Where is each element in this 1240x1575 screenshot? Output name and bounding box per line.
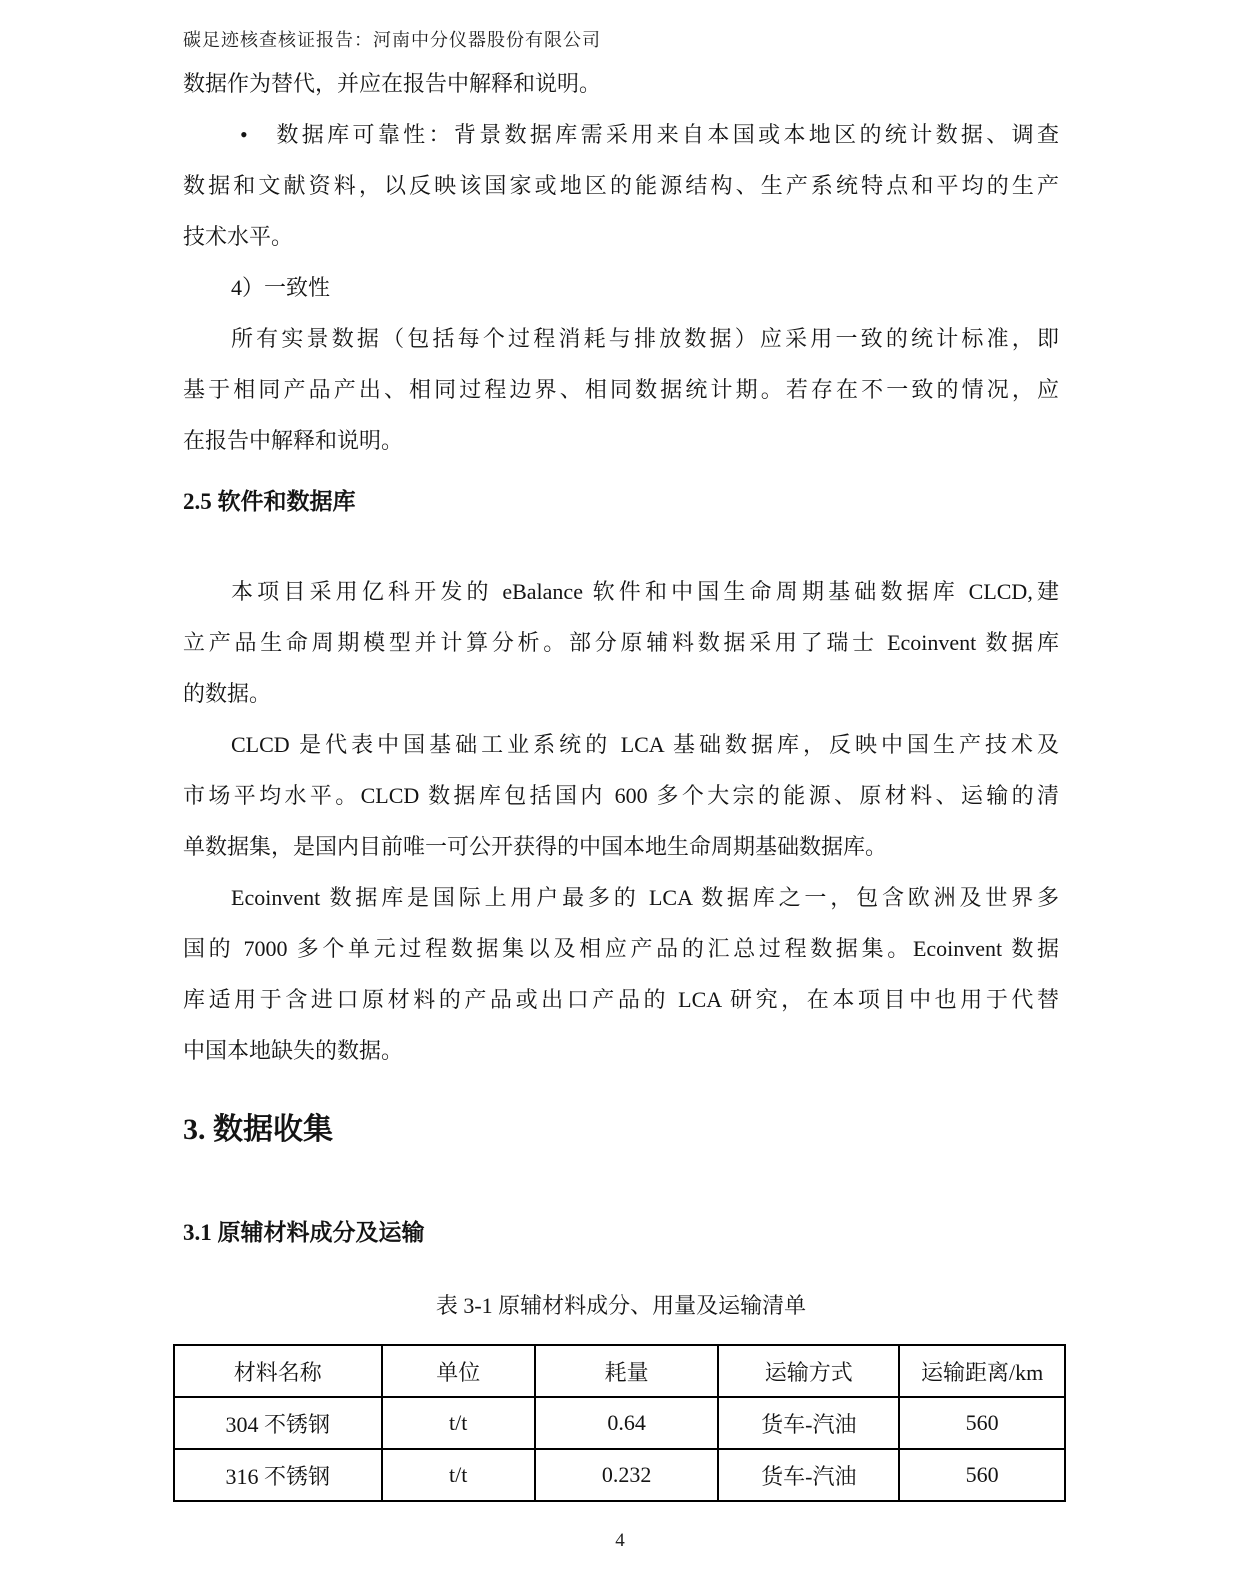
table-cell: 316 不锈钢 <box>174 1449 382 1501</box>
table-cell: 304 不锈钢 <box>174 1397 382 1449</box>
table-cell: t/t <box>382 1397 535 1449</box>
heading-3-1: 3.1 原辅材料成分及运输 <box>183 1220 425 1245</box>
para-software-ebalance <box>183 566 1059 719</box>
document-body <box>183 58 1059 1502</box>
table-row <box>174 1449 1065 1501</box>
page-number: 4 <box>615 1530 625 1551</box>
body-line: 立产品生命周期模型并计算分析。部分原辅料数据采用了瑞士 Ecoinvent 数据库 <box>183 630 1059 655</box>
table-cell: 0.232 <box>535 1449 719 1501</box>
body-line: 基于相同产品产出、相同过程边界、相同数据统计期。若存在不一致的情况，应 <box>183 377 1059 402</box>
column-header: 耗量 <box>535 1345 719 1397</box>
body-line: 市场平均水平。CLCD 数据库包括国内 600 多个大宗的能源、原材料、运输的清 <box>183 783 1059 808</box>
column-header: 运输距离/km <box>899 1345 1065 1397</box>
column-header: 材料名称 <box>174 1345 382 1397</box>
body-line: 单数据集，是国内目前唯一可公开获得的中国本地生命周期基础数据库。 <box>183 834 888 859</box>
table-cell: 560 <box>899 1449 1065 1501</box>
heading-2-5: 2.5 软件和数据库 <box>183 489 356 514</box>
text-blocks <box>183 58 1059 1249</box>
para-continuation <box>183 58 1059 109</box>
heading-3: 3. 数据收集 <box>183 1113 333 1146</box>
para-ecoinvent <box>183 872 1059 1076</box>
body-line: 库适用于含进口原材料的产品或出口产品的 LCA 研究，在本项目中也用于代替 <box>183 987 1059 1012</box>
table-cell: 货车-汽油 <box>718 1397 899 1449</box>
body-line: 的数据。 <box>183 681 272 706</box>
table-cell: 0.64 <box>535 1397 719 1449</box>
body-line: 国的 7000 多个单元过程数据集以及相应产品的汇总过程数据集。Ecoinvent 数据 <box>183 936 1059 961</box>
table-cell: 560 <box>899 1397 1065 1449</box>
body-line: 中国本地缺失的数据。 <box>183 1038 404 1063</box>
para-clcd <box>183 719 1059 872</box>
column-header: 单位 <box>382 1345 535 1397</box>
para-consistency-body <box>183 313 1059 466</box>
body-line: 在报告中解释和说明。 <box>183 428 404 453</box>
table-row <box>174 1397 1065 1449</box>
table-header-row <box>174 1345 1065 1397</box>
para-bullet-database-reliability <box>183 109 1059 262</box>
body-line: 数据和文献资料，以反映该国家或地区的能源结构、生产系统特点和平均的生产 <box>183 173 1059 198</box>
table-cell: 货车-汽油 <box>718 1449 899 1501</box>
table-caption: 表 3-1 原辅材料成分、用量及运输清单 <box>435 1293 807 1318</box>
running-header: 碳足迹核查核证报告：河南中分仪器股份有限公司 <box>183 30 601 50</box>
table-cell: t/t <box>382 1449 535 1501</box>
body-line: • 数据库可靠性：背景数据库需采用来自本国或本地区的统计数据、调查 <box>240 122 1059 147</box>
body-line: CLCD 是代表中国基础工业系统的 LCA 基础数据库，反映中国生产技术及 <box>231 732 1059 757</box>
body-line: 技术水平。 <box>183 224 294 249</box>
para-consistency-title <box>183 262 1059 313</box>
body-line: 数据作为替代，并应在报告中解释和说明。 <box>183 71 602 96</box>
body-line: 4）一致性 <box>231 275 331 300</box>
body-line: Ecoinvent 数据库是国际上用户最多的 LCA 数据库之一，包含欧洲及世界多 <box>231 885 1059 910</box>
body-line: 本项目采用亿科开发的 eBalance 软件和中国生命周期基础数据库 CLCD,建 <box>231 579 1059 604</box>
body-line: 所有实景数据（包括每个过程消耗与排放数据）应采用一致的统计标准，即 <box>231 326 1059 351</box>
column-header: 运输方式 <box>718 1345 899 1397</box>
vertical-spacer <box>183 518 1059 566</box>
materials-table <box>173 1344 1066 1502</box>
